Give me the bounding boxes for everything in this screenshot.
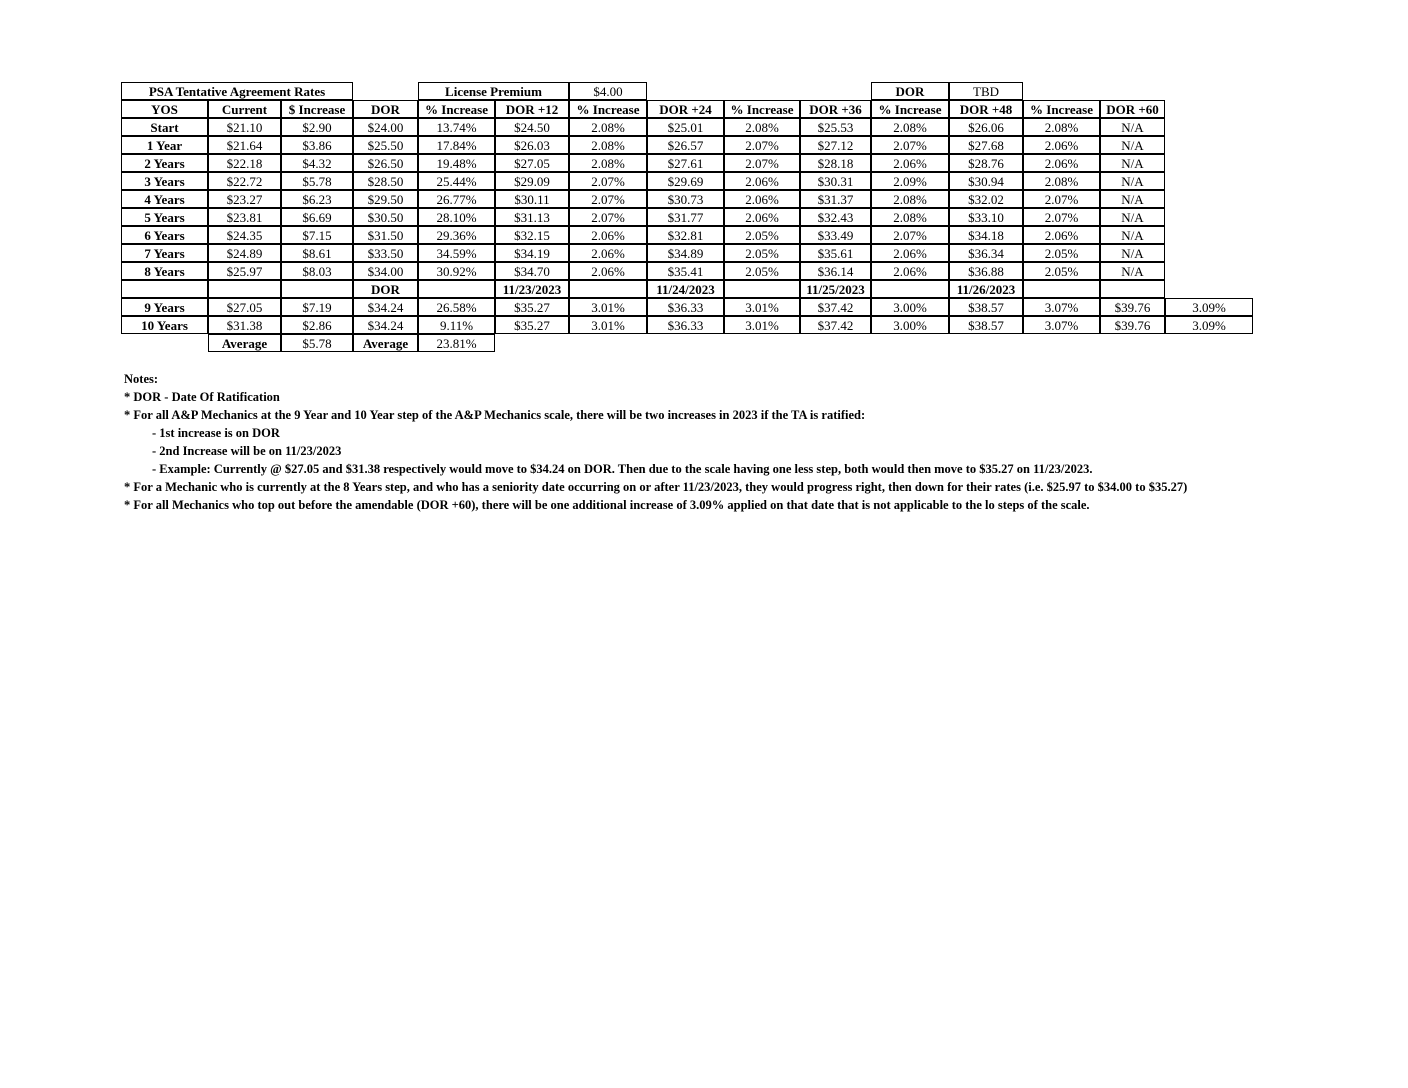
table-cell: 2.08% [871, 118, 949, 136]
note-line: - Example: Currently @ $27.05 and $31.38 respectively would move to $34.24 on DOR. Then due to the scale having one less step, both would then move to $35.27 on 11/23/2023. [152, 462, 1093, 476]
column-header: Current [208, 100, 281, 118]
table-cell: $29.50 [353, 190, 418, 208]
date-cell: 11/23/2023 [495, 280, 569, 298]
row-label: 9 Years [121, 298, 208, 316]
table-cell: $39.76 [1100, 298, 1165, 316]
table-cell: $28.50 [353, 172, 418, 190]
table-cell: $28.76 [949, 154, 1023, 172]
table-cell: 34.59% [418, 244, 495, 262]
table-cell: 26.77% [418, 190, 495, 208]
table-cell: $34.24 [353, 316, 418, 334]
table-cell: 2.06% [871, 154, 949, 172]
table-cell: 2.05% [1023, 262, 1100, 280]
table-title: PSA Tentative Agreement Rates [121, 82, 353, 100]
column-header: YOS [121, 100, 208, 118]
table-cell: N/A [1100, 118, 1165, 136]
table-cell: $30.11 [495, 190, 569, 208]
table-cell: 2.06% [569, 244, 647, 262]
date-cell [208, 280, 281, 298]
table-cell: $35.61 [800, 244, 871, 262]
table-cell: $4.32 [281, 154, 353, 172]
column-header: DOR [353, 100, 418, 118]
table-cell: $6.23 [281, 190, 353, 208]
table-cell: $31.37 [800, 190, 871, 208]
table-cell: 3.09% [1165, 298, 1253, 316]
table-cell: 2.05% [724, 226, 800, 244]
table-cell: $33.49 [800, 226, 871, 244]
table-cell: 2.07% [871, 136, 949, 154]
table-cell: $32.15 [495, 226, 569, 244]
note-line: * DOR - Date Of Ratification [124, 390, 280, 404]
date-cell [418, 280, 495, 298]
table-cell: $34.70 [495, 262, 569, 280]
table-cell: 26.58% [418, 298, 495, 316]
license-premium-value: $4.00 [569, 82, 647, 100]
table-cell: $32.02 [949, 190, 1023, 208]
table-cell: $25.53 [800, 118, 871, 136]
table-cell: $30.73 [647, 190, 724, 208]
column-header: % Increase [1023, 100, 1100, 118]
table-cell: 2.09% [871, 172, 949, 190]
table-cell: $39.76 [1100, 316, 1165, 334]
table-cell: $31.38 [208, 316, 281, 334]
row-label: 5 Years [121, 208, 208, 226]
notes-section [124, 370, 1264, 514]
date-cell: 11/24/2023 [647, 280, 724, 298]
table-cell: $25.01 [647, 118, 724, 136]
row-label: 10 Years [121, 316, 208, 334]
table-cell: 2.07% [724, 136, 800, 154]
table-cell: 2.08% [871, 208, 949, 226]
column-header: % Increase [418, 100, 495, 118]
table-cell: 2.08% [1023, 172, 1100, 190]
table-cell: $24.50 [495, 118, 569, 136]
average-value: 23.81% [418, 334, 495, 352]
table-cell: $21.64 [208, 136, 281, 154]
table-cell: 28.10% [418, 208, 495, 226]
table-cell: 2.05% [724, 244, 800, 262]
row-label: 3 Years [121, 172, 208, 190]
table-cell: $2.90 [281, 118, 353, 136]
row-label: 2 Years [121, 154, 208, 172]
table-cell: $21.10 [208, 118, 281, 136]
table-cell: 2.07% [569, 190, 647, 208]
table-cell: $22.18 [208, 154, 281, 172]
table-cell: 2.08% [569, 154, 647, 172]
table-cell: $23.27 [208, 190, 281, 208]
table-cell: 2.08% [1023, 118, 1100, 136]
table-cell: 2.06% [569, 262, 647, 280]
table-cell: $31.13 [495, 208, 569, 226]
date-cell [121, 280, 208, 298]
date-cell [724, 280, 800, 298]
table-cell: $26.50 [353, 154, 418, 172]
column-header: DOR +36 [800, 100, 871, 118]
column-header: DOR +12 [495, 100, 569, 118]
table-cell: 2.06% [724, 172, 800, 190]
table-cell: 3.01% [569, 316, 647, 334]
column-header: DOR +48 [949, 100, 1023, 118]
table-cell: $25.50 [353, 136, 418, 154]
table-cell: $29.09 [495, 172, 569, 190]
table-cell: $30.94 [949, 172, 1023, 190]
table-cell: $30.50 [353, 208, 418, 226]
table-cell: $27.68 [949, 136, 1023, 154]
table-cell: 2.08% [724, 118, 800, 136]
table-cell: $38.57 [949, 316, 1023, 334]
table-cell: $37.42 [800, 316, 871, 334]
row-label: 8 Years [121, 262, 208, 280]
table-cell: $35.27 [495, 316, 569, 334]
table-cell: 2.06% [569, 226, 647, 244]
row-label: 7 Years [121, 244, 208, 262]
table-cell: 2.06% [724, 190, 800, 208]
table-cell: 2.07% [871, 226, 949, 244]
table-cell: $24.89 [208, 244, 281, 262]
table-cell: $32.43 [800, 208, 871, 226]
table-cell: $26.06 [949, 118, 1023, 136]
table-cell: $27.05 [208, 298, 281, 316]
table-cell: $34.00 [353, 262, 418, 280]
table-cell: $24.00 [353, 118, 418, 136]
table-cell: 2.05% [1023, 244, 1100, 262]
table-cell: 2.07% [569, 172, 647, 190]
table-cell: 25.44% [418, 172, 495, 190]
table-cell: $24.35 [208, 226, 281, 244]
table-cell: 3.07% [1023, 316, 1100, 334]
note-line: - 2nd Increase will be on 11/23/2023 [152, 444, 342, 458]
row-label: Start [121, 118, 208, 136]
average-label: Average [353, 334, 418, 352]
dor-label: DOR [871, 82, 949, 100]
table-cell: 3.00% [871, 298, 949, 316]
note-line: * For all A&P Mechanics at the 9 Year and 10 Year step of the A&P Mechanics scale, there will be two increases in 2023 if the TA is ratified: [124, 408, 866, 422]
table-cell: $27.12 [800, 136, 871, 154]
table-cell: 2.06% [1023, 136, 1100, 154]
table-cell: $27.61 [647, 154, 724, 172]
table-cell: N/A [1100, 244, 1165, 262]
table-cell: $5.78 [281, 172, 353, 190]
table-cell: $27.05 [495, 154, 569, 172]
table-cell: 2.07% [1023, 190, 1100, 208]
table-cell: $36.14 [800, 262, 871, 280]
average-label: Average [208, 334, 281, 352]
table-cell: 2.05% [724, 262, 800, 280]
table-cell: $23.81 [208, 208, 281, 226]
table-cell: $8.61 [281, 244, 353, 262]
table-cell: 3.01% [569, 298, 647, 316]
table-cell: $34.19 [495, 244, 569, 262]
table-cell: N/A [1100, 154, 1165, 172]
column-header: % Increase [569, 100, 647, 118]
table-cell: 9.11% [418, 316, 495, 334]
table-cell: 2.06% [1023, 226, 1100, 244]
date-cell: 11/25/2023 [800, 280, 871, 298]
table-cell: $34.89 [647, 244, 724, 262]
dor-value: TBD [949, 82, 1023, 100]
date-cell [281, 280, 353, 298]
table-cell: N/A [1100, 190, 1165, 208]
column-header: % Increase [724, 100, 800, 118]
row-label: 4 Years [121, 190, 208, 208]
table-cell: 2.06% [1023, 154, 1100, 172]
table-cell: $29.69 [647, 172, 724, 190]
table-cell: 2.06% [724, 208, 800, 226]
table-cell: N/A [1100, 226, 1165, 244]
license-premium-label: License Premium [418, 82, 569, 100]
table-cell: $30.31 [800, 172, 871, 190]
date-cell [569, 280, 647, 298]
date-cell [1023, 280, 1100, 298]
date-cell: 11/26/2023 [949, 280, 1023, 298]
table-cell: $22.72 [208, 172, 281, 190]
table-cell: $33.10 [949, 208, 1023, 226]
table-cell: $3.86 [281, 136, 353, 154]
column-header: DOR +60 [1100, 100, 1165, 118]
table-cell: $32.81 [647, 226, 724, 244]
table-cell: $35.27 [495, 298, 569, 316]
table-cell: $38.57 [949, 298, 1023, 316]
table-cell: $33.50 [353, 244, 418, 262]
table-cell: $31.50 [353, 226, 418, 244]
table-cell: 30.92% [418, 262, 495, 280]
row-label: 1 Year [121, 136, 208, 154]
table-cell: 17.84% [418, 136, 495, 154]
table-cell: 3.01% [724, 316, 800, 334]
table-cell: 2.07% [569, 208, 647, 226]
table-cell: $26.03 [495, 136, 569, 154]
note-line: * For all Mechanics who top out before the amendable (DOR +60), there will be one additional increase of 3.09% applied on that date that is not applicable to the lo steps of the scale. [124, 498, 1090, 512]
table-cell: $36.88 [949, 262, 1023, 280]
table-cell: 29.36% [418, 226, 495, 244]
notes-heading: Notes: [124, 372, 159, 386]
table-cell: $35.41 [647, 262, 724, 280]
column-header: % Increase [871, 100, 949, 118]
table-cell: $7.15 [281, 226, 353, 244]
average-value: $5.78 [281, 334, 353, 352]
column-header: $ Increase [281, 100, 353, 118]
table-cell: 2.08% [569, 118, 647, 136]
table-cell: $8.03 [281, 262, 353, 280]
table-cell: $7.19 [281, 298, 353, 316]
table-cell: $25.97 [208, 262, 281, 280]
table-cell: 3.01% [724, 298, 800, 316]
table-cell: 2.06% [871, 262, 949, 280]
table-cell: 13.74% [418, 118, 495, 136]
table-cell: $26.57 [647, 136, 724, 154]
table-cell: 2.08% [871, 190, 949, 208]
table-cell: $36.33 [647, 316, 724, 334]
note-line: - 1st increase is on DOR [152, 426, 280, 440]
table-cell: $31.77 [647, 208, 724, 226]
table-cell: $36.33 [647, 298, 724, 316]
table-cell: $28.18 [800, 154, 871, 172]
date-cell [1100, 280, 1165, 298]
table-cell: $34.18 [949, 226, 1023, 244]
table-cell: 19.48% [418, 154, 495, 172]
table-cell: N/A [1100, 136, 1165, 154]
table-cell: 2.07% [1023, 208, 1100, 226]
table-cell: $37.42 [800, 298, 871, 316]
table-cell: N/A [1100, 208, 1165, 226]
table-cell: $2.86 [281, 316, 353, 334]
row-label: 6 Years [121, 226, 208, 244]
date-cell [871, 280, 949, 298]
table-cell: 3.09% [1165, 316, 1253, 334]
table-cell: N/A [1100, 262, 1165, 280]
table-cell: $6.69 [281, 208, 353, 226]
table-cell: $36.34 [949, 244, 1023, 262]
date-cell: DOR [353, 280, 418, 298]
table-cell: 3.00% [871, 316, 949, 334]
table-cell: N/A [1100, 172, 1165, 190]
table-cell: $34.24 [353, 298, 418, 316]
table-cell: 2.08% [569, 136, 647, 154]
note-line: * For a Mechanic who is currently at the 8 Years step, and who has a seniority date occurring on or after 11/23/2023, they would progress right, then down for their rates (i.e. $25.97 to $34.00 to $35.27) [124, 480, 1188, 494]
table-cell: 2.06% [871, 244, 949, 262]
table-cell: 2.07% [724, 154, 800, 172]
column-header: DOR +24 [647, 100, 724, 118]
table-cell: 3.07% [1023, 298, 1100, 316]
